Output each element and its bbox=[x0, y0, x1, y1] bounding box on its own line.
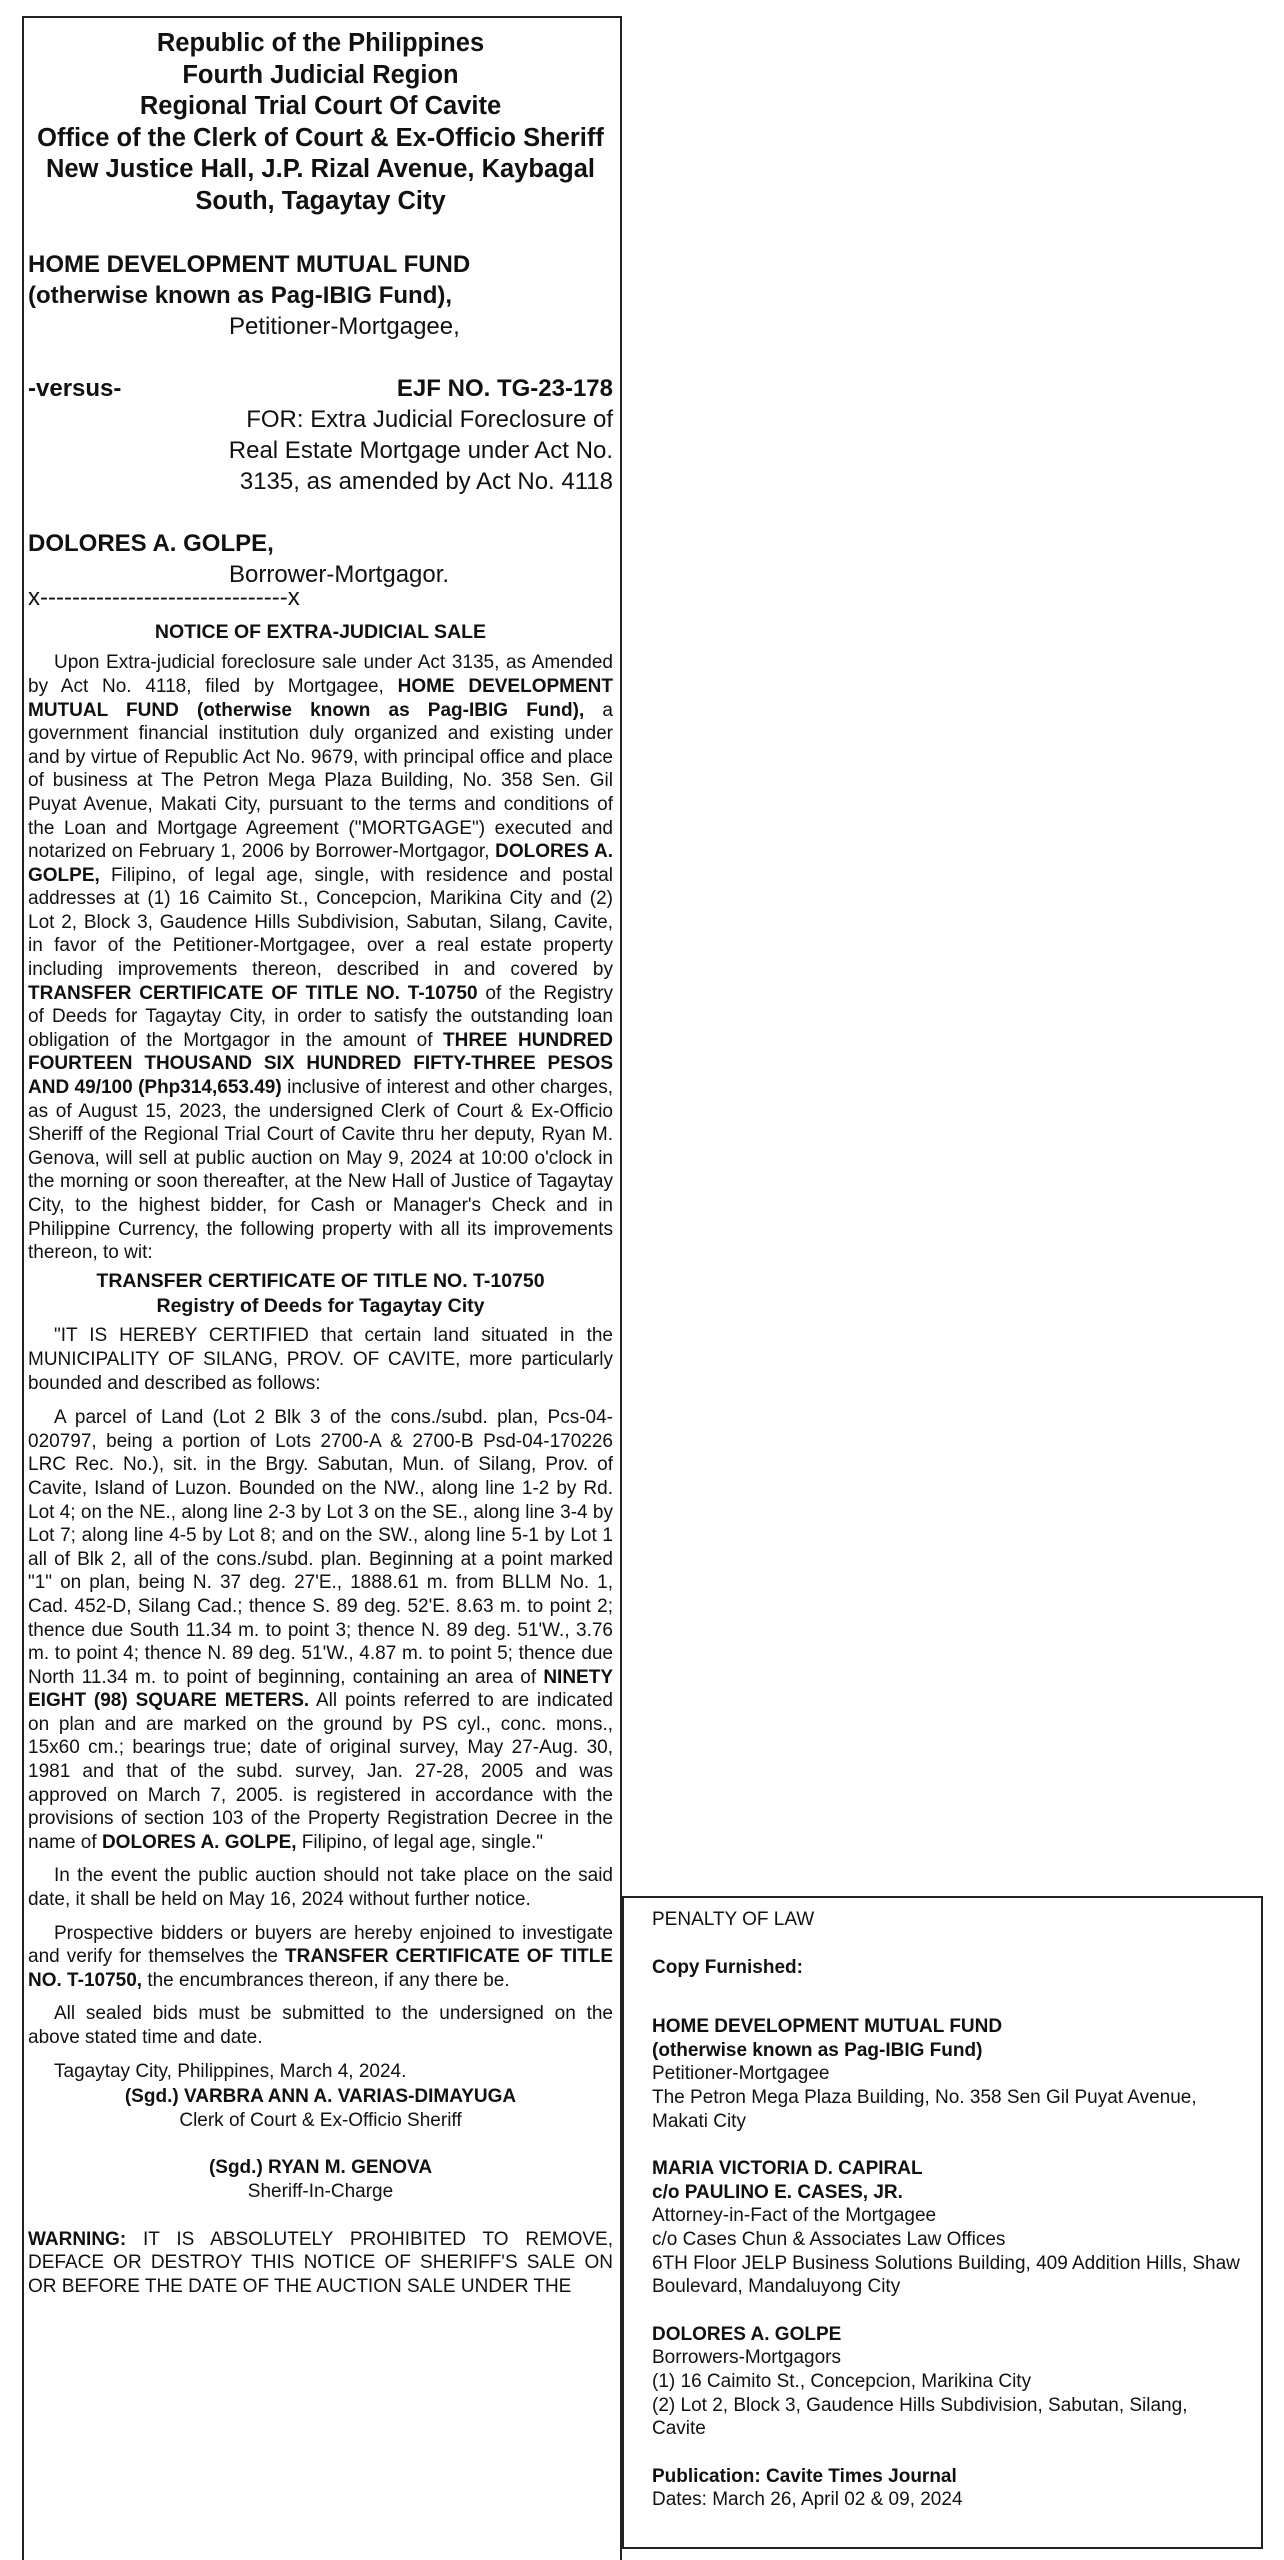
header-line: New Justice Hall, J.P. Rizal Avenue, Kaybagal bbox=[46, 155, 595, 184]
case-for-line: FOR: Extra Judicial Foreclosure of bbox=[246, 405, 613, 433]
warning-text: WARNING: IT IS ABSOLUTELY PROHIBITED TO REMOVE, DEFACE OR DESTROY THIS NOTICE OF SHERIFF'S SALE ON OR BEFORE THE DATE OF THE AUCTION SALE UNDER THE bbox=[28, 2228, 613, 2297]
recipient-role: Borrowers-Mortgagors bbox=[652, 2347, 841, 2369]
header-line: South, Tagaytay City bbox=[195, 186, 446, 215]
signature-block-2 bbox=[28, 2156, 613, 2203]
petitioner-role: Petitioner-Mortgagee, bbox=[229, 312, 460, 340]
recipient-firm: c/o Cases Chun & Associates Law Offices bbox=[652, 2228, 1006, 2250]
signatory-name: (Sgd.) VARBRA ANN A. VARIAS-DIMAYUGA bbox=[124, 2086, 517, 2108]
signatory-name: (Sgd.) RYAN M. GENOVA bbox=[208, 2157, 433, 2179]
notice-paragraph: Upon Extra-judicial foreclosure sale under Act 3135, as Amended by Act No. 4118, filed by Mortgagee, HOME DEVELOPMENT MUTUAL FUND (otherwise known as Pag-IBIG Fund), a government financial institution duly organized and existing under and by virtue of Republic Act No. 9679, with principal office and place of business at The Petron Mega Plaza Building, No. 358 Sen. Gil Puyat Avenue, Makati City, pursuant to the terms and conditions of the Loan and Mortgage Agreement ("MORTGAGE") executed and notarized on February 1, 2006 by Borrower-Mortgagor, DOLORES A. GOLPE, Filipino, of legal age, single, with residence and postal addresses at (1) 16 Caimito St., Concepcion, Marikina City and (2) Lot 2, Block 3, Gaudence Hills Subdivision, Sabutan, Silang, Cavite, in favor of the Petitioner-Mortgagee, over a real estate property including improvements thereon, described in and covered by TRANSFER CERTIFICATE OF TITLE NO. T-10750 of the Registry of Deeds for Tagaytay City, in order to satisfy the outstanding loan obligation of the Mortgagor in the amount of THREE HUNDRED FOURTEEN THOUSAND SIX HUNDRED FIFTY-THREE PESOS AND 49/100 (Php314,653.49) inclusive of interest and other charges, as of August 15, 2023, the undersigned Clerk of Court & Ex-Officio Sheriff of the Regional Trial Court of Cavite thru her deputy, Ryan M. Genova, will sell at public auction on May 9, 2024 at 10:00 o'clock in the morning or soon thereafter, at the New Hall of Justice of Tagaytay City, to the highest bidder, for Cash or Manager's Check and in Philippine Currency, the following property with all its improvements thereon, to wit: bbox=[28, 652, 614, 1264]
recipient-address: (2) Lot 2, Block 3, Gaudence Hills Subdivision, Sabutan, Silang, Cavite bbox=[652, 2394, 1188, 2440]
header-line: Office of the Clerk of Court & Ex-Officio Sheriff bbox=[37, 123, 604, 152]
notice-title: NOTICE OF EXTRA-JUDICIAL SALE bbox=[154, 620, 487, 643]
notice-paragraph: "IT IS HEREBY CERTIFIED that certain land situated in the MUNICIPALITY OF SILANG, PROV. OF CAVITE, more particularly bounded and described as follows: bbox=[28, 1325, 613, 1394]
penalty-line: PENALTY OF LAW bbox=[652, 1909, 815, 1930]
copy-furnished-heading: Copy Furnished: bbox=[652, 1956, 803, 1978]
recipient-name: HOME DEVELOPMENT MUTUAL FUND bbox=[652, 2016, 1003, 2038]
notice-date-line: Tagaytay City, Philippines, March 4, 2024. bbox=[54, 2060, 407, 2082]
recipient-address: The Petron Mega Plaza Building, No. 358 Sen Gil Puyat Avenue, Makati City bbox=[652, 2086, 1197, 2132]
tct-heading: TRANSFER CERTIFICATE OF TITLE NO. T-10750 bbox=[96, 1269, 545, 1292]
signature-block-1 bbox=[28, 2085, 613, 2132]
recipient-name: (otherwise known as Pag-IBIG Fund) bbox=[652, 2039, 983, 2061]
recipient-block bbox=[652, 2157, 1242, 2299]
notice-paragraph: A parcel of Land (Lot 2 Blk 3 of the cons./subd. plan, Pcs-04-020797, being a portion of Lots 2700-A & 2700-B Psd-04-170226 LRC Rec. No.), sit. in the Brgy. Sabutan, Mun. of Silang, Prov. of Cavite, Island of Luzon. Bounded on the NW., along line 1-2 by Rd. Lot 4; on the NE., along line 2-3 by Lot 3 on the SE., along line 3-4 by Lot 7; along line 4-5 by Lot 8; and on the SW., along line 5-1 by Lot 1 all of Blk 2, all of the cons./subd. plan. Beginning at a point marked "1" on plan, being N. 37 deg. 27'E., 1888.61 m. from BLLM No. 1, Cad. 452-D, Silang Cad.; thence S. 89 deg. 52'E. 8.63 m. to point 2; thence due South 11.34 m. to point 3; thence N. 89 deg. 51'W., 3.76 m. to point 4; thence N. 89 deg. 51'W., 4.87 m. to point 5; thence due North 11.34 m. to point of beginning, containing an area of NINETY EIGHT (98) SQUARE METERS. All points referred to are indicated on plan and are marked on the ground by PS cyl., conc. mons., 15x60 cm.; bearings true; date of original survey, May 27-Aug. 30, 1981 and that of the subd. survey, Jan. 27-28, 2005 and was approved on March 7, 2005. is registered in accordance with the provisions of section 103 of the Property Registration Decree in the name of DOLORES A. GOLPE, Filipino, of legal age, single." bbox=[28, 1407, 613, 1853]
recipient-address: (1) 16 Caimito St., Concepcion, Marikina City bbox=[652, 2370, 1032, 2392]
recipient-block bbox=[652, 2323, 1242, 2441]
publication-label: Publication: Cavite Times Journal bbox=[652, 2465, 957, 2487]
respondent-name: DOLORES A. GOLPE, bbox=[28, 529, 274, 557]
header-line: Regional Trial Court Of Cavite bbox=[139, 92, 502, 121]
header-line: Fourth Judicial Region bbox=[182, 60, 459, 89]
case-for-line: 3135, as amended by Act No. 4118 bbox=[239, 467, 613, 495]
caption-separator: x-------------------------------x bbox=[28, 583, 300, 611]
petitioner-alias: (otherwise known as Pag-IBIG Fund), bbox=[28, 281, 453, 309]
court-header bbox=[28, 28, 613, 218]
publication-dates: Dates: March 26, April 02 & 09, 2024 bbox=[652, 2489, 963, 2511]
recipient-name: c/o PAULINO E. CASES, JR. bbox=[652, 2181, 903, 2203]
petitioner-name: HOME DEVELOPMENT MUTUAL FUND bbox=[28, 250, 471, 278]
recipient-role: Petitioner-Mortgagee bbox=[652, 2063, 830, 2085]
recipient-block bbox=[652, 2015, 1242, 2133]
recipient-name: DOLORES A. GOLPE bbox=[652, 2323, 842, 2345]
notice-main-column bbox=[28, 28, 613, 2298]
notice-body bbox=[28, 651, 613, 2298]
signatory-title: Sheriff-In-Charge bbox=[247, 2180, 394, 2202]
versus-label: -versus- bbox=[28, 374, 122, 402]
notice-paragraph: All sealed bids must be submitted to the undersigned on the above stated time and date. bbox=[28, 2003, 613, 2049]
case-for-line: Real Estate Mortgage under Act No. bbox=[228, 436, 613, 464]
respondent-role: Borrower-Mortgagor. bbox=[229, 560, 450, 588]
notice-paragraph: Prospective bidders or buyers are hereby enjoined to investigate and verify for themselves the TRANSFER CERTIFICATE OF TITLE NO. T-10750, the encumbrances thereon, if any there be. bbox=[28, 1922, 613, 1991]
notice-continuation-column bbox=[652, 1908, 1242, 2512]
signatory-title: Clerk of Court & Ex-Officio Sheriff bbox=[179, 2109, 462, 2131]
case-number: EJF NO. TG-23-178 bbox=[396, 374, 613, 402]
recipient-role: Attorney-in-Fact of the Mortgagee bbox=[652, 2205, 937, 2227]
notice-paragraph: In the event the public auction should not take place on the said date, it shall be held on May 16, 2024 without further notice. bbox=[28, 1865, 613, 1911]
recipient-name: MARIA VICTORIA D. CAPIRAL bbox=[652, 2158, 923, 2180]
recipient-address: 6TH Floor JELP Business Solutions Building, 409 Addition Hills, Shaw Boulevard, Mandaluyong City bbox=[652, 2252, 1240, 2298]
header-line: Republic of the Philippines bbox=[156, 29, 485, 57]
case-line bbox=[28, 373, 613, 404]
tct-subheading: Registry of Deeds for Tagaytay City bbox=[156, 1294, 485, 1317]
